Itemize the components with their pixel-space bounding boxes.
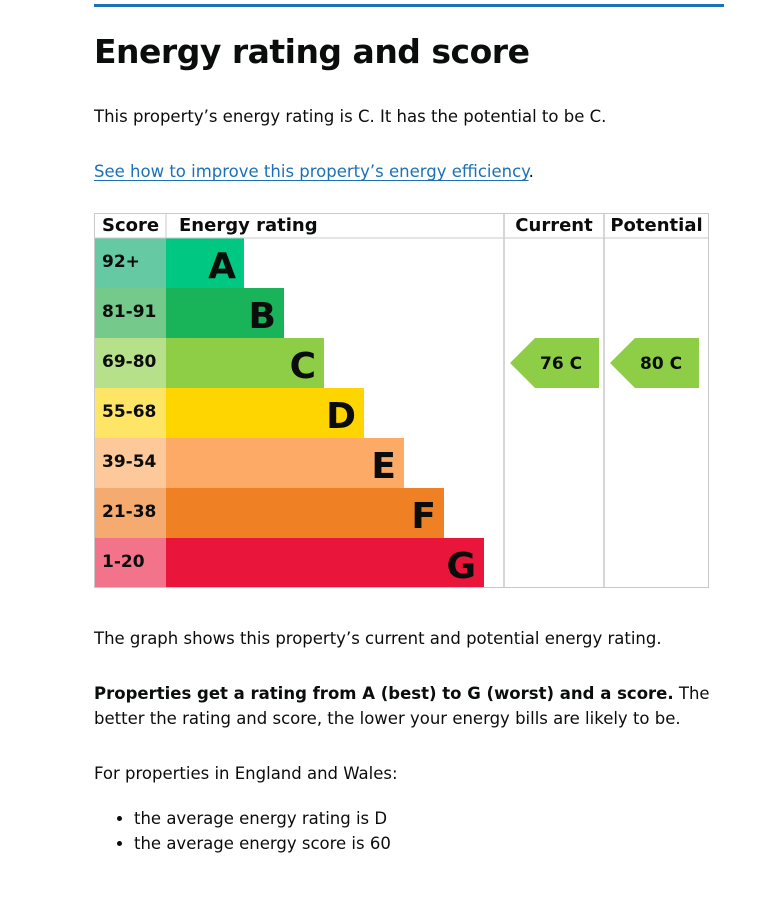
potential-column-header: Potential (610, 215, 703, 236)
score-range-d: 55-68 (102, 402, 157, 422)
rating-bar-f (166, 488, 444, 538)
current-rating-label: 76 C (540, 354, 583, 374)
rating-letter-c: C (289, 346, 316, 387)
england-wales-intro: For properties in England and Wales: (94, 764, 398, 783)
rating-letter-d: D (326, 396, 356, 437)
score-range-f: 21-38 (102, 502, 157, 522)
score-range-e: 39-54 (102, 452, 157, 472)
score-range-b: 81-91 (102, 302, 157, 322)
rating-letter-g: G (446, 546, 476, 587)
energy-rating-graph (94, 213, 709, 588)
score-range-c: 69-80 (102, 352, 157, 372)
rating-bar-e (166, 438, 404, 488)
score-range-g: 1-20 (102, 552, 145, 572)
average-ratings-list (94, 806, 391, 856)
list-item-average-score: • the average energy score is 60 (134, 831, 391, 856)
score-range-a: 92+ (102, 252, 140, 272)
rating-letter-e: E (371, 446, 396, 487)
rating-letter-b: B (248, 296, 276, 337)
link-suffix: . (528, 162, 534, 181)
current-column-header: Current (515, 215, 593, 236)
ratings-explanation-bold: Properties get a rating from A (best) to G (worst) and a score. (94, 684, 674, 703)
ratings-explanation-rest: The better the rating and score, the lower your energy bills are likely to be. (94, 684, 710, 728)
energy-rating-intro: This property’s energy rating is C. It has the potential to be C. (94, 107, 607, 126)
rating-bar-g (166, 538, 484, 588)
section-top-rule (94, 4, 724, 7)
ratings-explanation (94, 681, 724, 731)
rating-letter-f: F (411, 496, 436, 537)
energy-rating-column-header: Energy rating (179, 215, 318, 236)
improve-efficiency-link[interactable]: See how to improve this property’s energy efficiency (94, 162, 529, 181)
page-title: Energy rating and score (94, 32, 530, 71)
rating-letter-a: A (208, 246, 236, 287)
score-column-header: Score (102, 215, 160, 236)
list-item-average-rating: • the average energy rating is D (134, 806, 391, 831)
graph-description: The graph shows this property’s current and potential energy rating. (94, 629, 662, 648)
energy-rating-chart (94, 213, 709, 588)
improve-efficiency-line (94, 159, 534, 184)
potential-rating-label: 80 C (640, 354, 683, 374)
